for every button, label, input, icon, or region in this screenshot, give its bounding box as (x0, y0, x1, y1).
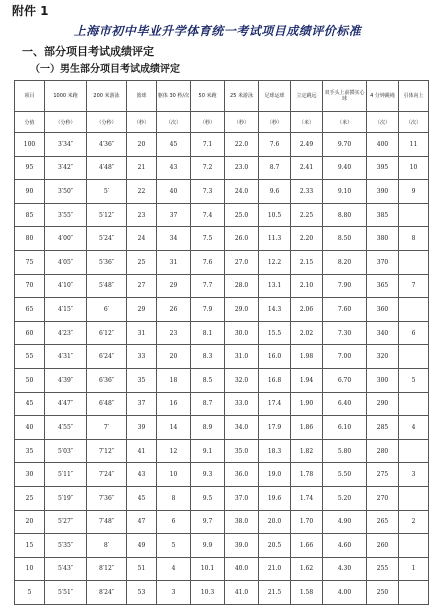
table-cell: 6.70 (323, 368, 367, 392)
table-cell: 10.5 (259, 203, 291, 227)
table-cell: 20 (127, 133, 157, 157)
table-cell: 51 (127, 557, 157, 581)
table-cell: 6′24″ (87, 345, 127, 369)
table-cell: 8.20 (323, 250, 367, 274)
table-cell: 1.90 (291, 392, 323, 416)
table-cell: 2 (399, 510, 429, 534)
table-cell: 17.4 (259, 392, 291, 416)
table-cell: 4′00″ (45, 227, 87, 251)
table-cell: 5′11″ (45, 463, 87, 487)
table-cell (399, 439, 429, 463)
table-cell: 40 (157, 180, 191, 204)
table-cell: 5′24″ (87, 227, 127, 251)
table-cell (399, 203, 429, 227)
table-cell: 4′31″ (45, 345, 87, 369)
table-cell: 1.58 (291, 581, 323, 605)
table-row (15, 486, 429, 510)
table-cell: 7 (399, 274, 429, 298)
table-cell: 2.33 (291, 180, 323, 204)
table-cell: 32.0 (225, 368, 259, 392)
table-cell: 8′24″ (87, 581, 127, 605)
table-cell: 5′19″ (45, 486, 87, 510)
table-row (15, 250, 429, 274)
score-cell: 95 (15, 156, 45, 180)
table-cell: 33 (127, 345, 157, 369)
table-cell: 7.90 (323, 274, 367, 298)
score-cell: 75 (15, 250, 45, 274)
table-cell: 2.02 (291, 321, 323, 345)
table-cell: 23.0 (225, 156, 259, 180)
table-cell: 5.20 (323, 486, 367, 510)
table-cell: 4.90 (323, 510, 367, 534)
table-cell: 380 (367, 227, 399, 251)
table-row (15, 156, 429, 180)
table-cell: 275 (367, 463, 399, 487)
table-row (15, 581, 429, 605)
table-cell: 6′12″ (87, 321, 127, 345)
table-cell: 1.82 (291, 439, 323, 463)
table-cell: 41 (127, 439, 157, 463)
score-cell: 55 (15, 345, 45, 369)
score-cell: 20 (15, 510, 45, 534)
table-cell: 9.10 (323, 180, 367, 204)
table-cell: 26 (157, 298, 191, 322)
table-cell: 385 (367, 203, 399, 227)
table-cell: 340 (367, 321, 399, 345)
column-header: 躯体 30 秒/次 (157, 81, 191, 112)
table-cell: 7.9 (191, 298, 225, 322)
table-cell: 7.1 (191, 133, 225, 157)
table-cell: 5′35″ (45, 534, 87, 558)
column-header: 1000 米跑 (45, 81, 87, 112)
table-cell: 39 (127, 416, 157, 440)
table-cell: 4′36″ (87, 133, 127, 157)
table-cell: 3′50″ (45, 180, 87, 204)
table-cell: 3 (399, 463, 429, 487)
table-cell: 290 (367, 392, 399, 416)
column-unit: （米） (291, 112, 323, 133)
table-cell: 20 (157, 345, 191, 369)
table-cell: 37 (157, 203, 191, 227)
table-cell: 1.62 (291, 557, 323, 581)
table-cell: 38.0 (225, 510, 259, 534)
table-row (15, 345, 429, 369)
table-cell: 9.1 (191, 439, 225, 463)
table-cell: 395 (367, 156, 399, 180)
table-cell: 28.0 (225, 274, 259, 298)
table-cell: 8.50 (323, 227, 367, 251)
score-cell: 5 (15, 581, 45, 605)
table-cell: 31 (157, 250, 191, 274)
table-cell: 8.7 (259, 156, 291, 180)
table-cell: 285 (367, 416, 399, 440)
table-cell: 7.2 (191, 156, 225, 180)
table-cell: 7.60 (323, 298, 367, 322)
column-header: 足球运球 (259, 81, 291, 112)
table-row (15, 557, 429, 581)
table-cell: 360 (367, 298, 399, 322)
table-cell: 23 (127, 203, 157, 227)
table-cell: 25.0 (225, 203, 259, 227)
column-header: 引体向上 (399, 81, 429, 112)
table-cell: 31 (127, 321, 157, 345)
lead-bottom-cell: 分值 (15, 112, 45, 133)
table-cell: 1.66 (291, 534, 323, 558)
table-cell: 10.3 (191, 581, 225, 605)
table-cell: 6′48″ (87, 392, 127, 416)
table-cell: 29 (127, 298, 157, 322)
table-cell: 3′55″ (45, 203, 87, 227)
table-cell: 17.9 (259, 416, 291, 440)
score-cell: 10 (15, 557, 45, 581)
table-row (15, 203, 429, 227)
table-cell: 5.80 (323, 439, 367, 463)
lead-top-cell: 项目 (15, 81, 45, 112)
table-cell: 14 (157, 416, 191, 440)
score-rows (15, 133, 429, 605)
table-cell: 4 (157, 557, 191, 581)
table-cell: 11.3 (259, 227, 291, 251)
table-row (15, 227, 429, 251)
table-cell: 45 (157, 133, 191, 157)
table-cell: 8.1 (191, 321, 225, 345)
table-cell: 10 (157, 463, 191, 487)
table-cell: 1.70 (291, 510, 323, 534)
table-cell: 4′47″ (45, 392, 87, 416)
table-cell: 21 (127, 156, 157, 180)
table-cell: 39.0 (225, 534, 259, 558)
table-row (15, 463, 429, 487)
table-cell: 400 (367, 133, 399, 157)
column-header: 篮球 (127, 81, 157, 112)
table-cell: 1.98 (291, 345, 323, 369)
table-cell: 280 (367, 439, 399, 463)
score-cell: 65 (15, 298, 45, 322)
table-cell: 35.0 (225, 439, 259, 463)
table-cell: 41.0 (225, 581, 259, 605)
table-cell: 390 (367, 180, 399, 204)
table-cell: 9.9 (191, 534, 225, 558)
table-cell: 4′05″ (45, 250, 87, 274)
table-cell: 9.7 (191, 510, 225, 534)
table-cell: 19.6 (259, 486, 291, 510)
table-cell: 4.60 (323, 534, 367, 558)
subsection-heading: （一）男生部分项目考试成绩评定 (30, 64, 180, 75)
table-row (15, 392, 429, 416)
table-cell: 5′ (87, 180, 127, 204)
table-cell: 8.7 (191, 392, 225, 416)
table-cell: 4′10″ (45, 274, 87, 298)
table-cell: 7.00 (323, 345, 367, 369)
table-cell: 34.0 (225, 416, 259, 440)
table-cell: 31.0 (225, 345, 259, 369)
column-unit: （分秒） (87, 112, 127, 133)
table-cell: 1.86 (291, 416, 323, 440)
table-cell: 15.5 (259, 321, 291, 345)
table-cell: 5′48″ (87, 274, 127, 298)
table-row (15, 534, 429, 558)
table-cell: 35 (127, 368, 157, 392)
table-cell: 255 (367, 557, 399, 581)
table-row (15, 133, 429, 157)
table-cell: 5′51″ (45, 581, 87, 605)
table-row (15, 321, 429, 345)
table-cell: 27 (127, 274, 157, 298)
table-cell: 3′42″ (45, 156, 87, 180)
column-header: 50 米跑 (191, 81, 225, 112)
table-cell: 5′03″ (45, 439, 87, 463)
score-cell: 80 (15, 227, 45, 251)
column-unit: （次） (367, 112, 399, 133)
table-cell: 6.10 (323, 416, 367, 440)
table-cell (399, 486, 429, 510)
table-cell: 6′ (87, 298, 127, 322)
table-cell: 1.94 (291, 368, 323, 392)
column-header: 双手头上前掷实心球 (323, 81, 367, 112)
table-cell: 300 (367, 368, 399, 392)
table-cell: 260 (367, 534, 399, 558)
table-cell: 8′ (87, 534, 127, 558)
table-cell (399, 581, 429, 605)
table-cell: 2.41 (291, 156, 323, 180)
table-cell: 37.0 (225, 486, 259, 510)
table-cell: 250 (367, 581, 399, 605)
column-header: 25 米游泳 (225, 81, 259, 112)
table-cell: 370 (367, 250, 399, 274)
attachment-label: 附件 1 (12, 4, 49, 18)
table-cell: 12 (157, 439, 191, 463)
score-cell: 15 (15, 534, 45, 558)
table-cell: 8 (399, 227, 429, 251)
score-cell: 35 (15, 439, 45, 463)
table-cell: 1.74 (291, 486, 323, 510)
table-cell: 4.30 (323, 557, 367, 581)
table-cell (399, 534, 429, 558)
table-cell: 1 (399, 557, 429, 581)
table-cell: 22.0 (225, 133, 259, 157)
table-cell: 9.40 (323, 156, 367, 180)
table-header-row (15, 81, 429, 112)
table-cell: 5′36″ (87, 250, 127, 274)
table-cell: 7′ (87, 416, 127, 440)
table-cell: 24.0 (225, 180, 259, 204)
table-unit-row (15, 112, 429, 133)
column-unit: （秒） (127, 112, 157, 133)
table-cell: 36.0 (225, 463, 259, 487)
table-cell: 7′12″ (87, 439, 127, 463)
table-cell: 18 (157, 368, 191, 392)
table-cell: 34 (157, 227, 191, 251)
score-cell: 25 (15, 486, 45, 510)
table-cell: 4′23″ (45, 321, 87, 345)
column-unit: （次） (157, 112, 191, 133)
column-unit: （分秒） (45, 112, 87, 133)
table-cell: 1.78 (291, 463, 323, 487)
table-cell: 53 (127, 581, 157, 605)
column-header: 200 米游泳 (87, 81, 127, 112)
table-cell: 2.20 (291, 227, 323, 251)
table-cell: 24 (127, 227, 157, 251)
table-cell: 16.0 (259, 345, 291, 369)
table-cell: 8 (157, 486, 191, 510)
table-cell: 7.7 (191, 274, 225, 298)
table-row (15, 298, 429, 322)
table-cell: 8′12″ (87, 557, 127, 581)
table-cell: 10.1 (191, 557, 225, 581)
table-cell: 2.06 (291, 298, 323, 322)
table-cell: 10 (399, 156, 429, 180)
table-cell: 4′55″ (45, 416, 87, 440)
table-cell: 9.5 (191, 486, 225, 510)
table-cell: 14.3 (259, 298, 291, 322)
table-cell: 27.0 (225, 250, 259, 274)
table-cell: 3′34″ (45, 133, 87, 157)
score-cell: 45 (15, 392, 45, 416)
table-cell: 365 (367, 274, 399, 298)
table-cell (399, 345, 429, 369)
document-title: 上海市初中毕业升学体育统一考试项目成绩评价标准 (73, 24, 362, 38)
table-cell: 49 (127, 534, 157, 558)
table-cell: 16.8 (259, 368, 291, 392)
table-cell: 29 (157, 274, 191, 298)
table-cell: 40.0 (225, 557, 259, 581)
table-cell: 7′48″ (87, 510, 127, 534)
table-cell: 12.2 (259, 250, 291, 274)
table-cell: 7′24″ (87, 463, 127, 487)
score-cell: 40 (15, 416, 45, 440)
table-cell: 11 (399, 133, 429, 157)
column-header: 立定跳远 (291, 81, 323, 112)
column-unit: （秒） (225, 112, 259, 133)
table-cell: 13.1 (259, 274, 291, 298)
table-cell: 2.49 (291, 133, 323, 157)
table-cell: 25 (127, 250, 157, 274)
table-cell: 265 (367, 510, 399, 534)
score-cell: 50 (15, 368, 45, 392)
table-cell: 4 (399, 416, 429, 440)
table-cell: 22 (127, 180, 157, 204)
table-cell: 19.0 (259, 463, 291, 487)
table-cell: 2.15 (291, 250, 323, 274)
table-cell: 7′36″ (87, 486, 127, 510)
table-row (15, 439, 429, 463)
table-cell: 2.25 (291, 203, 323, 227)
table-cell: 9.3 (191, 463, 225, 487)
table-row (15, 416, 429, 440)
table-cell: 7.5 (191, 227, 225, 251)
table-cell: 45 (127, 486, 157, 510)
score-cell: 90 (15, 180, 45, 204)
table-cell: 270 (367, 486, 399, 510)
table-cell: 9.6 (259, 180, 291, 204)
table-row (15, 368, 429, 392)
table-cell: 6′36″ (87, 368, 127, 392)
table-cell: 4′39″ (45, 368, 87, 392)
table-cell: 9 (399, 180, 429, 204)
score-cell: 30 (15, 463, 45, 487)
table-cell: 7.4 (191, 203, 225, 227)
table-cell: 37 (127, 392, 157, 416)
score-cell: 70 (15, 274, 45, 298)
table-cell: 7.3 (191, 180, 225, 204)
table-row (15, 274, 429, 298)
table-cell: 8.9 (191, 416, 225, 440)
column-unit: （次） (399, 112, 429, 133)
table-cell: 20.0 (259, 510, 291, 534)
table-cell (399, 392, 429, 416)
table-cell: 7.6 (259, 133, 291, 157)
score-cell: 60 (15, 321, 45, 345)
table-cell: 5.50 (323, 463, 367, 487)
table-cell: 33.0 (225, 392, 259, 416)
table-cell: 3 (157, 581, 191, 605)
column-unit: （米） (323, 112, 367, 133)
table-cell: 4.00 (323, 581, 367, 605)
table-cell (399, 250, 429, 274)
table-cell: 2.10 (291, 274, 323, 298)
table-cell: 5 (157, 534, 191, 558)
table-cell: 47 (127, 510, 157, 534)
table-cell: 6 (399, 321, 429, 345)
table-cell: 43 (127, 463, 157, 487)
table-cell: 43 (157, 156, 191, 180)
table-cell: 8.3 (191, 345, 225, 369)
table-cell: 5 (399, 368, 429, 392)
table-cell: 23 (157, 321, 191, 345)
table-row (15, 510, 429, 534)
table-cell: 21.0 (259, 557, 291, 581)
score-cell: 85 (15, 203, 45, 227)
table-cell: 6.40 (323, 392, 367, 416)
table-cell: 18.3 (259, 439, 291, 463)
table-cell (399, 298, 429, 322)
table-cell: 5′12″ (87, 203, 127, 227)
table-cell: 6 (157, 510, 191, 534)
column-unit: （秒） (191, 112, 225, 133)
table-cell: 320 (367, 345, 399, 369)
table-cell: 7.6 (191, 250, 225, 274)
table-cell: 21.5 (259, 581, 291, 605)
table-cell: 16 (157, 392, 191, 416)
table-cell: 30.0 (225, 321, 259, 345)
table-cell: 4′15″ (45, 298, 87, 322)
table-cell: 8.5 (191, 368, 225, 392)
column-unit: （秒） (259, 112, 291, 133)
table-cell: 29.0 (225, 298, 259, 322)
table-row (15, 180, 429, 204)
table-cell: 9.70 (323, 133, 367, 157)
table-cell: 4′48″ (87, 156, 127, 180)
score-cell: 100 (15, 133, 45, 157)
column-header: 4 分钟跳绳 (367, 81, 399, 112)
score-table (14, 80, 429, 605)
table-cell: 5′27″ (45, 510, 87, 534)
table-cell: 8.80 (323, 203, 367, 227)
table-cell: 5′43″ (45, 557, 87, 581)
table-cell: 7.30 (323, 321, 367, 345)
table-cell: 20.5 (259, 534, 291, 558)
section-heading: 一、部分项目考试成绩评定 (22, 45, 154, 58)
table-cell: 26.0 (225, 227, 259, 251)
